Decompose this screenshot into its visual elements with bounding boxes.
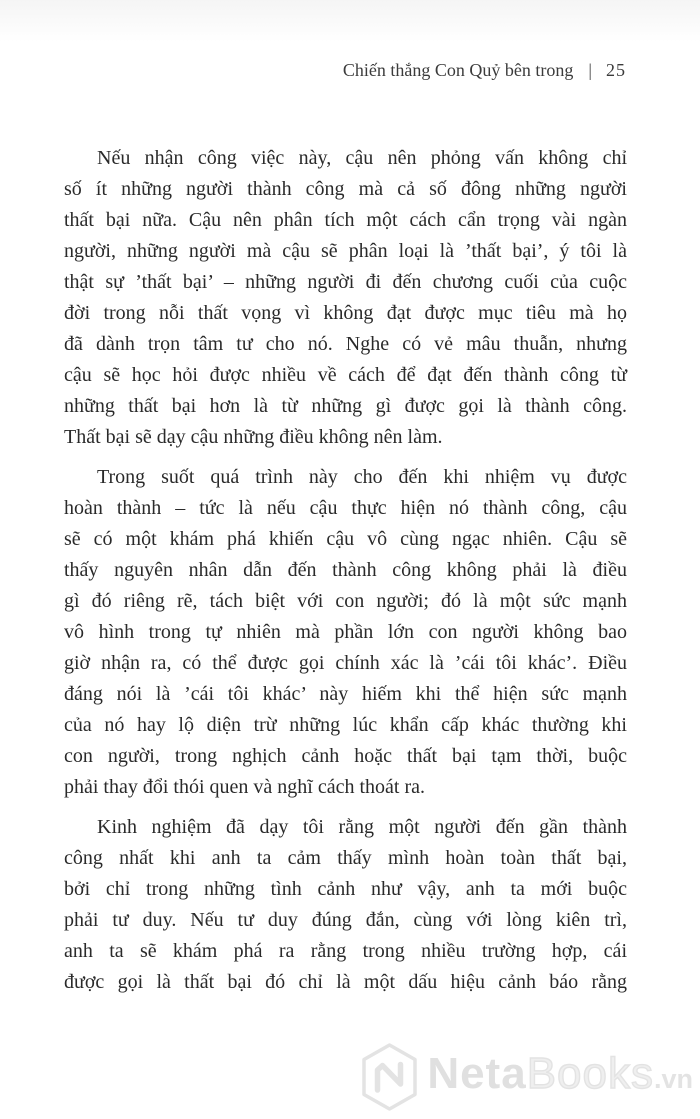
- body-text: [64, 143, 627, 1007]
- text-line: số ít những người thành công mà cả số đông những người: [64, 178, 627, 200]
- watermark-books: Books: [526, 1049, 654, 1098]
- watermark-domain: .vn: [653, 1064, 693, 1094]
- text-line: thấy nguyên nhân dẫn đến thành công không phải là điều: [64, 559, 627, 581]
- text-line: Trong suốt quá trình này cho đến khi nhiệm vụ được: [97, 466, 627, 488]
- text-line: giờ nhận ra, có thể được gọi chính xác là ’cái tôi khác’. Điều: [64, 652, 627, 674]
- text-line: thật sự ’thất bại’ – những người đi đến chương cuối của cuộc: [64, 271, 627, 293]
- text-line: đáng nói là ’cái tôi khác’ này hiếm khi thể hiện sức mạnh: [64, 683, 627, 705]
- text-line: công nhất khi anh ta cảm thấy mình hoàn toàn thất bại,: [64, 847, 627, 869]
- text-line: người, những người mà cậu sẽ phân loại là ’thất bại’, ý tôi là: [64, 240, 627, 262]
- text-line: bởi chỉ trong những tình cảnh như vậy, anh ta mới buộc: [64, 878, 627, 900]
- text-line: được gọi là thất bại đó chỉ là một dấu hiệu cảnh báo rằng: [64, 971, 627, 993]
- text-line: gì đó riêng rẽ, tách biệt với con người; đó là một sức mạnh: [64, 590, 627, 612]
- text-line: thất bại nữa. Cậu nên phân tích một cách cẩn trọng vài ngàn: [64, 209, 627, 231]
- text-line: Nếu nhận công việc này, cậu nên phỏng vấn không chỉ: [97, 147, 627, 169]
- page-number: 25: [606, 60, 626, 80]
- book-title: Chiến thắng Con Quỷ bên trong: [342, 60, 574, 80]
- watermark-wordmark: [427, 1039, 693, 1114]
- text-line: cậu sẽ học hỏi được nhiều về cách để đạt đến thành công từ: [64, 364, 627, 386]
- text-line: Thất bại sẽ dạy cậu những điều không nên làm.: [64, 426, 443, 448]
- text-line: sẽ có một khám phá khiến cậu vô cùng ngạc nhiên. Cậu sẽ: [64, 528, 627, 550]
- watermark: [361, 1039, 693, 1114]
- watermark-neta: Neta: [427, 1049, 527, 1098]
- netabooks-logo-icon: [361, 1043, 418, 1111]
- text-line: những thất bại hơn là từ những gì được gọi là thành công.: [64, 395, 627, 417]
- text-line: đời trong nỗi thất vọng vì không đạt được mục tiêu mà họ: [64, 302, 627, 324]
- paragraph: [64, 462, 627, 803]
- text-line: Kinh nghiệm đã dạy tôi rằng một người đến gần thành: [97, 816, 627, 838]
- text-line: hoàn thành – tức là nếu cậu thực hiện nó thành công, cậu: [64, 497, 627, 519]
- paragraph: [64, 812, 627, 998]
- text-line: con người, trong nghịch cảnh hoặc thất bại tạm thời, buộc: [64, 745, 627, 767]
- text-line: vô hình trong tự nhiên mà phần lớn con người không bao: [64, 621, 627, 643]
- text-line: đã dành trọn tâm tư cho nó. Nghe có vẻ mâu thuẫn, nhưng: [64, 333, 627, 355]
- header-separator: |: [588, 60, 592, 80]
- text-line: phải thay đổi thói quen và nghĩ cách thoát ra.: [64, 776, 426, 798]
- text-line: của nó hay lộ diện trừ những lúc khẩn cấp khác thường khi: [64, 714, 627, 736]
- text-line: anh ta sẽ khám phá ra rằng trong nhiều trường hợp, cái: [64, 940, 627, 962]
- paragraph: [64, 143, 627, 453]
- text-line: phải tư duy. Nếu tư duy đúng đắn, cùng với lòng kiên trì,: [64, 909, 627, 931]
- running-header: [64, 58, 626, 82]
